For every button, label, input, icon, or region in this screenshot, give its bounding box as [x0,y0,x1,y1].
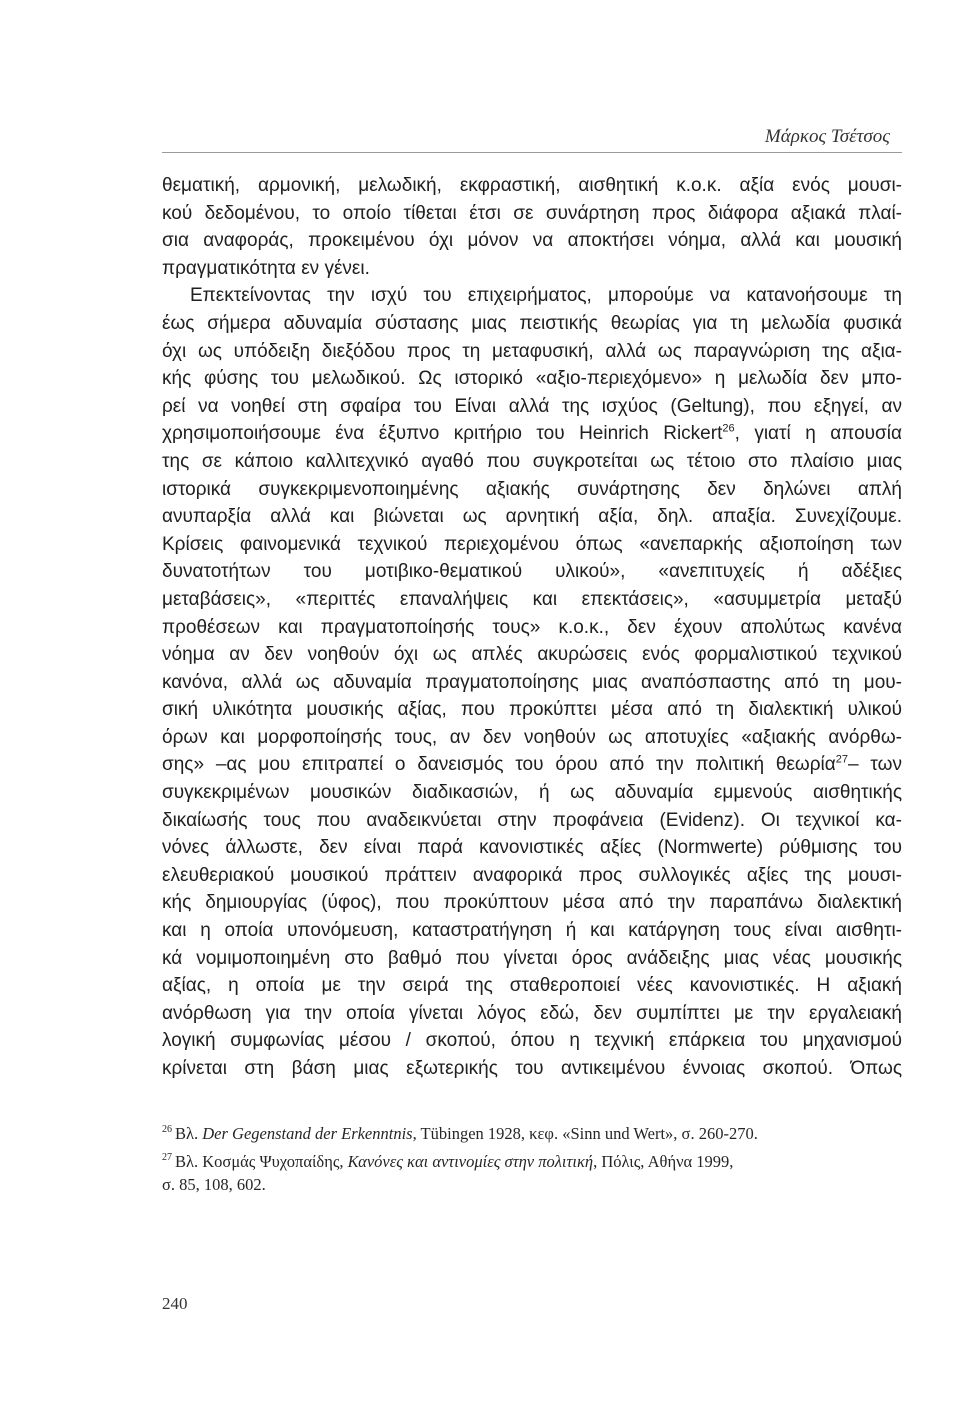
body-line: έως σήμερα αδυναμία σύστασης μιας πειστικής θεωρίας για τη μελωδία φυσικά [162,312,902,334]
body-line: όχι ως υπόδειξη διεξόδου προς τη μεταφυσική, αλλά ως παραγνώριση της αξια- [162,340,902,362]
body-line: συγκεκριμένων μουσικών διαδικασιών, ή ως αδυναμία εμμενούς αισθητικής [162,782,902,804]
body-line: λογική συμφωνίας μέσου / σκοπού, όπου η τεχνική επάρκεια του μηχανισμού [162,1030,902,1052]
body-line-text: σης» –ας μου επιτραπεί ο δανεισμός του όρου από την πολιτική θεωρία [162,754,836,776]
footnotes [162,1118,902,1197]
footnote-rest: , Tübingen 1928, κεφ. «Sinn und Wert», σ. 260-270. [412,1124,758,1143]
body-line: και η οποία υπονόμευση, καταστρατήγηση ή και κατάργηση τους είναι αισθητι- [162,920,902,942]
footnote-ref-26[interactable]: 26 [722,423,735,436]
footnote-number: 26 [162,1124,172,1135]
footnote-rest: , Πόλις, Αθήνα 1999, [593,1151,734,1171]
body-line: ανυπαρξία αλλά και βιώνεται ως αρνητική αξία, δηλ. απαξία. Συνεχίζουμε. [162,506,902,528]
footnote-27-continuation: σ. 85, 108, 602. [162,1175,266,1194]
body-line: ανόρθωση για την οποία γίνεται λόγος εδώ, δεν συμπίπτει με την εργαλειακή [162,1002,902,1024]
body-line: κανόνα, αλλά ως αδυναμία πραγματοποίησης μιας αναπόσπαστης από τη μου- [162,671,902,693]
body-text [162,172,902,1083]
body-line: κής φύσης του μελωδικού. Ως ιστορικό «αξιο-περιεχόμενο» η μελωδία δεν μπο- [162,368,902,390]
body-line: κρίνεται στη βάση μιας εξωτερικής του αντικειμένου έννοιας σκοπού. Όπως [162,1058,902,1079]
footnote-ref-27[interactable]: 27 [835,754,849,767]
body-line-with-footnote-26 [162,420,902,448]
header-divider [162,152,902,153]
body-line: αξίας, η οποία με την σειρά της σταθεροποιεί νέες κανονιστικές. Η αξιακή [162,975,902,997]
footnote-number: 27 [162,1151,172,1163]
body-line: κά νομιμοποιημένη στο βαθμό που γίνεται όρος ανάδειξης μιας νέας μουσικής [162,947,902,969]
body-line-with-footnote-27 [162,751,902,779]
footnote-title: Der Gegenstand der Erkenntnis [202,1124,413,1143]
footnote-27 [162,1146,902,1174]
body-line: νόημα αν δεν νοηθούν όχι ως απλές ακυρώσεις ενός φορμαλιστικού τεχνικού [162,644,902,666]
body-line: κού δεδομένου, το οποίο τίθεται έτσι σε συνάρτηση προς διάφορα αξιακά πλαί- [162,202,902,224]
body-line-text: – των [848,754,902,776]
footnote-prefix: Βλ. [175,1124,203,1143]
body-line: σια αναφοράς, προκειμένου όχι μόνον να αποκτήσει νόημα, αλλά και μουσική [162,230,902,252]
body-line: δυνατοτήτων του μοτιβικο-θεματικού υλικού», «ανεπιτυχείς ή αδέξιες [162,561,902,583]
body-line: Κρίσεις φαινομενικά τεχνικού περιεχομένου όπως «ανεπαρκής αξιοποίηση των [162,533,902,555]
body-line: της σε κάποιο καλλιτεχνικό αγαθό που συγκροτείται ως τέτοιο στο πλαίσιο μιας [162,450,902,472]
body-line: δικαίωσής τους που αναδεικνύεται στην προφάνεια (Evidenz). Οι τεχνικοί κα- [162,809,902,831]
body-line: σική υλικότητα μουσικής αξίας, που προκύπτει μέσα από τη διαλεκτική υλικού [162,699,902,721]
body-line: θεματική, αρμονική, μελωδική, εκφραστική, αισθητική κ.ο.κ. αξία ενός μουσι- [162,175,902,196]
body-line: ελευθεριακού μουσικού πράττειν αναφορικά προς συλλογικές αξίες της μουσι- [162,864,902,886]
body-line: ρεί να νοηθεί στη σφαίρα του Είναι αλλά της ισχύος (Geltung), που εξηγεί, αν [162,395,902,417]
running-header-author: Μάρκος Τσέτσος [764,126,890,147]
body-line: ιστορικά συγκεκριμενοποιημένης αξιακής συνάρτησης δεν δηλώνει απλή [162,478,902,500]
body-line: νόνες άλλωστε, δεν είναι παρά κανονιστικές αξίες (Normwerte) ρύθμισης του [162,837,902,859]
body-line: μεταβάσεις», «περιττές επαναλήψεις και επεκτάσεις», «ασυμμετρία μεταξύ [162,588,902,610]
body-line: όρων και μορφοποίησής τους, αν δεν νοηθούν ως αποτυχίες «αξιακής ανόρθω- [162,726,902,748]
body-line: προθέσεων και πραγματοποίησής τους» κ.ο.κ., δεν έχουν απολύτως κανένα [162,616,902,638]
page-number: 240 [162,1294,188,1313]
body-line: πραγματικότητα εν γένει. [162,257,370,279]
body-line-text: χρησιμοποιήσουμε ένα έξυπνο κριτήριο του Heinrich Rickert [162,423,723,445]
body-line-text: , γιατί η απουσία [734,423,902,445]
footnote-26 [162,1118,902,1146]
body-line: Επεκτείνοντας την ισχύ του επιχειρήματος, μπορούμε να κατανοήσουμε τη [190,285,902,307]
footnote-prefix: Βλ. Κοσμάς Ψυχοπαίδης, [175,1151,348,1171]
footnote-title: Κανόνες και αντινομίες στην πολιτική [347,1151,594,1171]
body-line: κής δημιουργίας (ύφος), που προκύπτουν μέσα από την παραπάνω διαλεκτική [162,892,902,914]
